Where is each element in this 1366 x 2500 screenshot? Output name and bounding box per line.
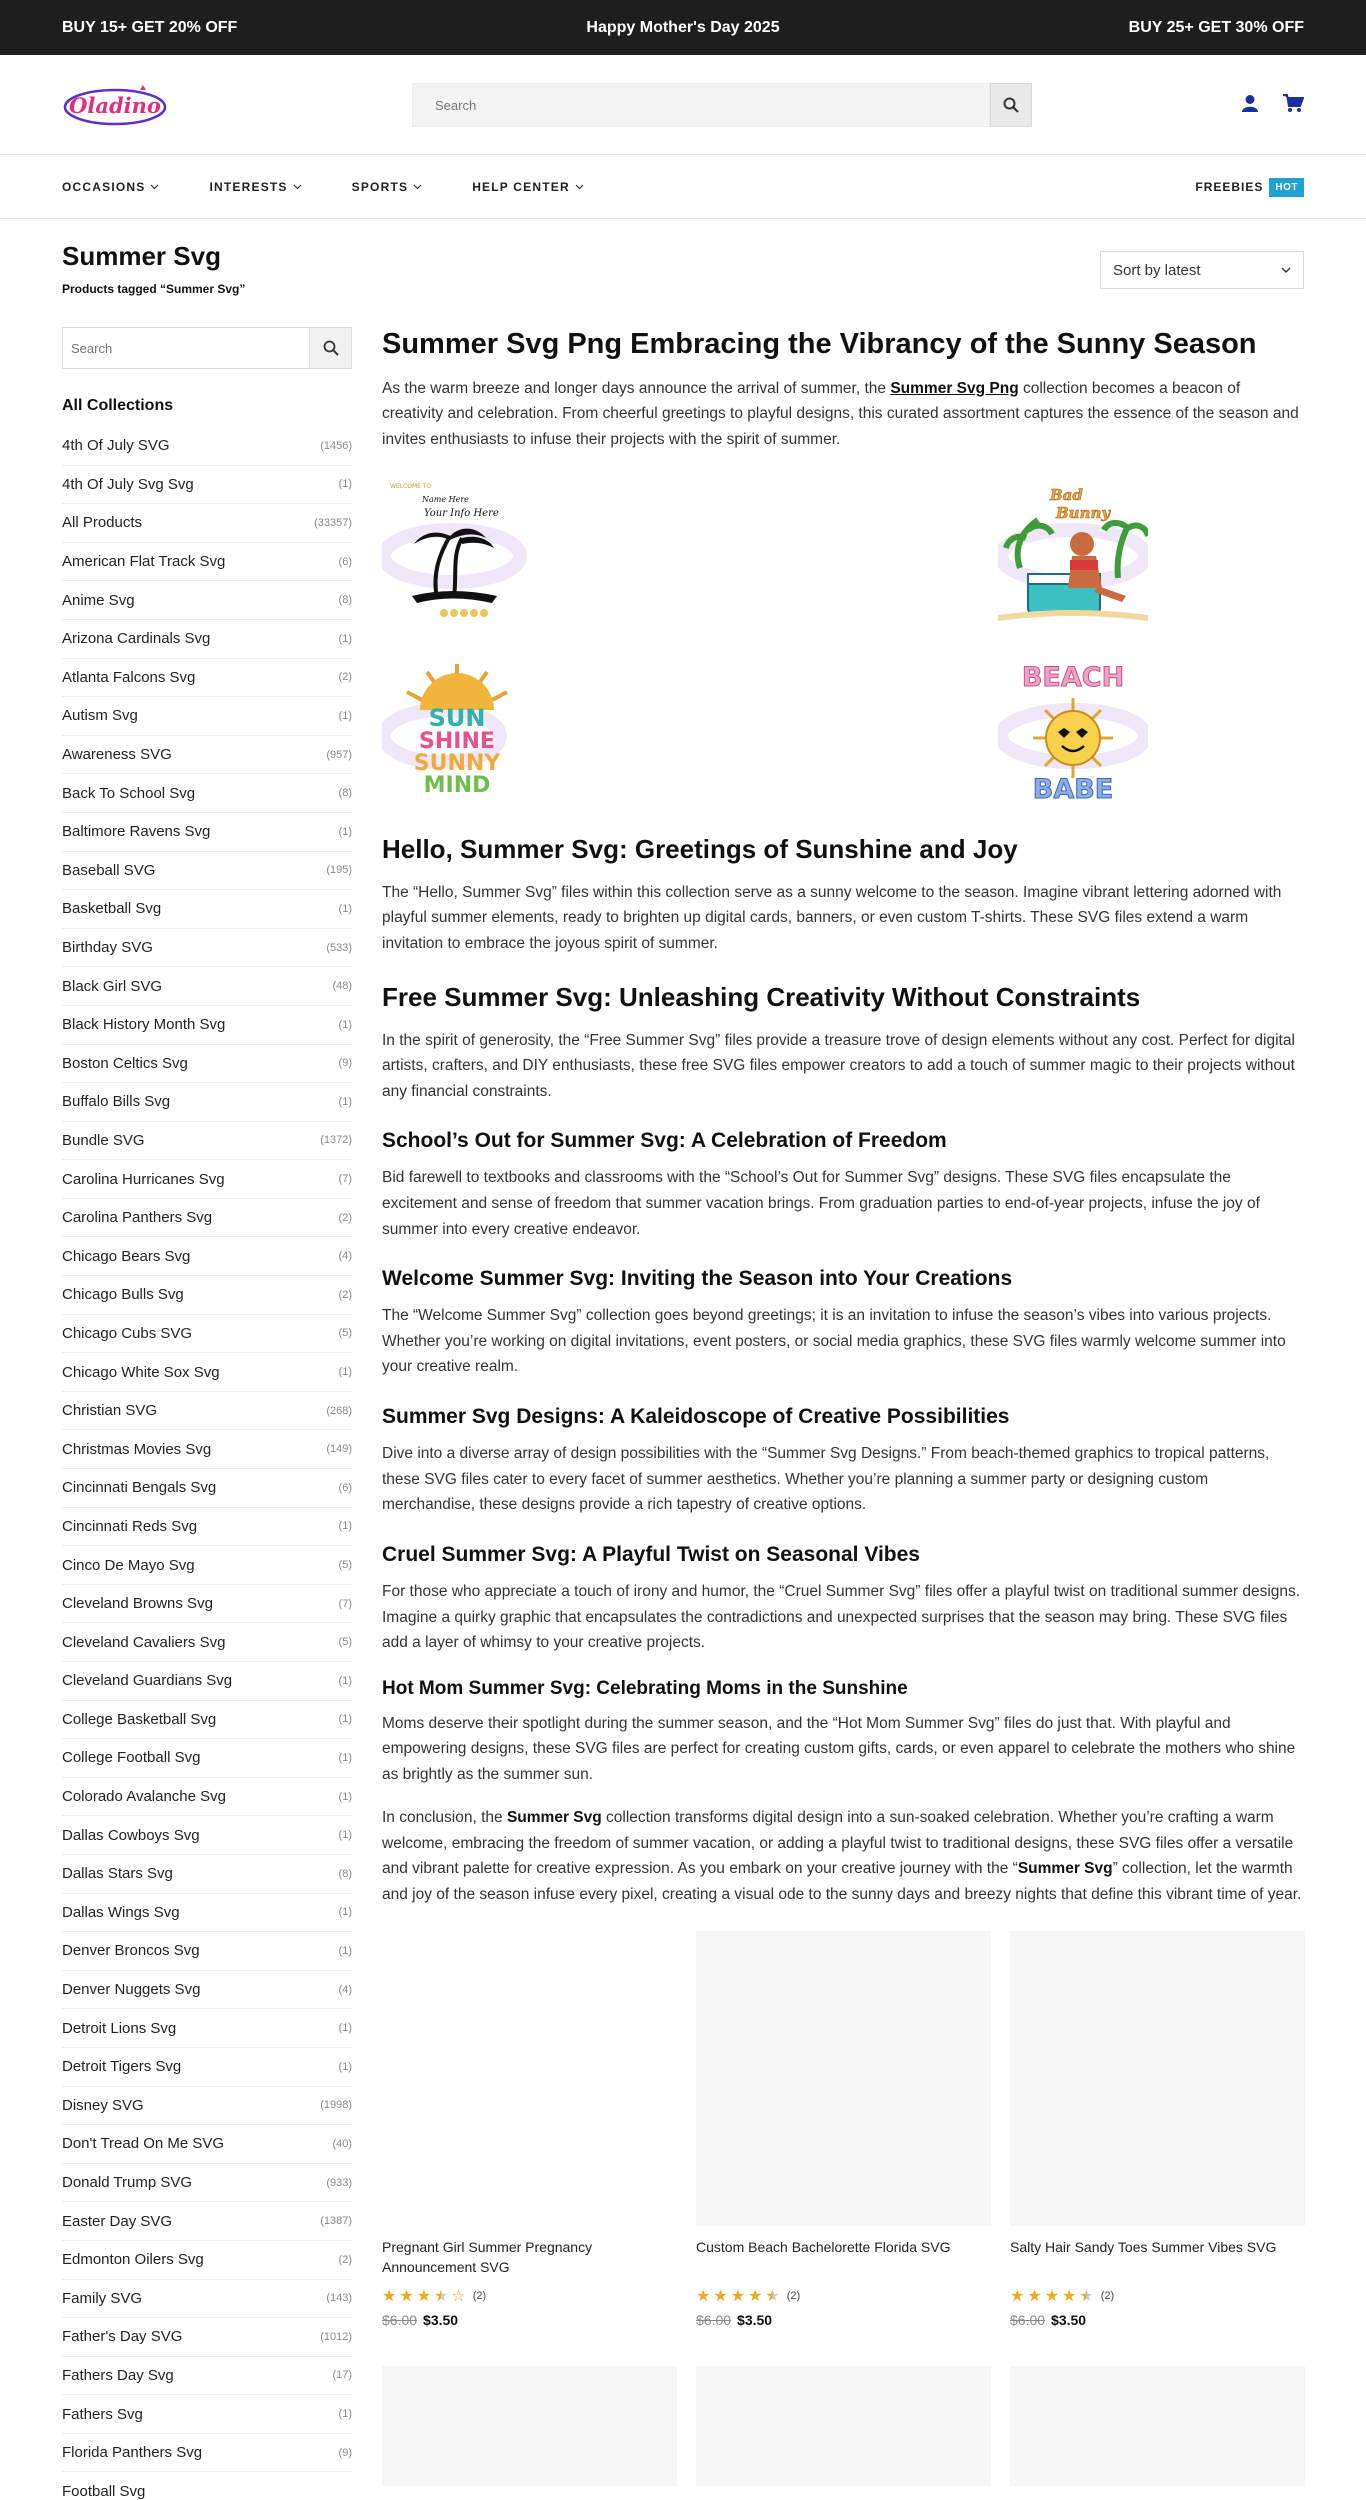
collection-name[interactable]: Black Girl SVG: [62, 977, 163, 995]
product-image[interactable]: [696, 1931, 991, 2226]
sidebar: [62, 327, 352, 2500]
product-card[interactable]: [1010, 1931, 1305, 2328]
collection-item[interactable]: [62, 1237, 352, 1276]
collection-name[interactable]: Atlanta Falcons Svg: [62, 668, 196, 686]
nav-label: OCCASIONS: [62, 179, 146, 194]
collection-item[interactable]: [62, 2357, 352, 2396]
star-icon: ★: [748, 2288, 763, 2306]
search-icon: [1003, 97, 1019, 113]
sunshine-design-image: [382, 658, 532, 808]
collection-item[interactable]: [62, 852, 352, 891]
section-welcome-text: The “Welcome Summer Svg” collection goes beyond greetings; it is an invitation to infuse the season’s vibes into various projects. Whether you’re working on digital invitations, event posters, or social media graphics, these SVG files warmly welcome summer into your creative realm.: [382, 1307, 1286, 1376]
header-search-button[interactable]: [990, 83, 1032, 127]
collection-item[interactable]: [62, 620, 352, 659]
collection-item[interactable]: [62, 967, 352, 1006]
collection-item[interactable]: [62, 1855, 352, 1894]
collection-item[interactable]: [62, 1430, 352, 1469]
collection-item[interactable]: [62, 1006, 352, 1045]
star-icon: ★: [696, 2288, 711, 2306]
collection-name[interactable]: Denver Nuggets Svg: [62, 1981, 201, 1999]
collection-name[interactable]: Anime Svg: [62, 591, 135, 609]
collection-name[interactable]: Easter Day SVG: [62, 2212, 173, 2230]
collection-count: (8): [338, 594, 352, 607]
collection-count: (33357): [314, 516, 352, 529]
collection-item[interactable]: [62, 697, 352, 736]
section-school-title: School’s Out for Summer Svg: A Celebration of Freedom: [382, 1129, 947, 1153]
freebies-label: FREEBIES: [1195, 180, 1264, 194]
collection-item[interactable]: [62, 1276, 352, 1315]
promo-left[interactable]: BUY 15+ GET 20% OFF: [62, 18, 238, 36]
collection-count: (1): [338, 1829, 352, 1842]
sale-price: $3.50: [737, 2312, 773, 2329]
nav-occasions[interactable]: [62, 180, 159, 194]
collection-name[interactable]: Dallas Wings Svg: [62, 1903, 180, 1921]
collection-item[interactable]: [62, 1894, 352, 1933]
collection-name[interactable]: Don't Tread On Me SVG: [62, 2135, 225, 2153]
product-price: [1010, 2312, 1305, 2328]
product-card[interactable]: [382, 1931, 677, 2328]
main-nav: [0, 155, 1366, 219]
svg-text:SHINE: SHINE: [419, 729, 495, 755]
collection-count: (2): [338, 1288, 352, 1301]
collection-name[interactable]: Family SVG: [62, 2289, 143, 2307]
product-grid: [382, 1931, 1304, 2328]
collection-item[interactable]: [62, 466, 352, 505]
collection-count: (5): [338, 1559, 352, 1572]
article-conclusion: [382, 1805, 1304, 1907]
collection-name[interactable]: Chicago White Sox Svg: [62, 1363, 220, 1381]
collection-count: (4): [338, 1250, 352, 1263]
intro-text: As the warm breeze and longer days announce the arrival of summer, the: [382, 379, 891, 397]
collection-name[interactable]: Awareness SVG: [62, 746, 172, 764]
collection-name[interactable]: Chicago Cubs SVG: [62, 1324, 193, 1342]
section-hotmom-title: Hot Mom Summer Svg: Celebrating Moms in the Sunshine: [382, 1677, 908, 1699]
collection-count: (957): [326, 748, 352, 761]
collection-name[interactable]: All Products: [62, 514, 143, 532]
collection-count: (9): [338, 2446, 352, 2459]
collection-count: (1012): [320, 2330, 352, 2343]
product-image-placeholder[interactable]: [382, 2366, 677, 2486]
old-price: $6.00: [1010, 2312, 1046, 2329]
review-count: (2): [1100, 2290, 1115, 2303]
collection-item[interactable]: [62, 2434, 352, 2473]
chevron-down-icon: [150, 184, 159, 190]
product-price: [696, 2312, 991, 2328]
collection-name[interactable]: Father's Day SVG: [62, 2328, 183, 2346]
collection-count: (4): [338, 1983, 352, 1996]
collection-name[interactable]: Fathers Svg: [62, 2405, 143, 2423]
star-icon: ★: [1010, 2288, 1025, 2306]
collection-count: (5): [338, 1327, 352, 1340]
collection-count: (1): [338, 1674, 352, 1687]
collection-count: (1): [338, 709, 352, 722]
collection-name[interactable]: College Football Svg: [62, 1749, 201, 1767]
collection-count: (1456): [320, 439, 352, 452]
collection-item[interactable]: [62, 2280, 352, 2319]
collection-name[interactable]: Detroit Lions Svg: [62, 2019, 177, 2037]
collection-item[interactable]: [62, 543, 352, 582]
collection-item[interactable]: [62, 736, 352, 775]
collection-count: (1): [338, 1906, 352, 1919]
star-icon: ★: [1079, 2288, 1094, 2306]
header-search: [412, 83, 1032, 127]
product-grid-next-row: [382, 2366, 1304, 2486]
product-name[interactable]: Pregnant Girl Summer Pregnancy Announcement SVG: [382, 2239, 593, 2276]
collection-name[interactable]: Arizona Cardinals Svg: [62, 630, 211, 648]
collection-item[interactable]: [62, 929, 352, 968]
collection-count: (1): [338, 2022, 352, 2035]
collection-count: (8): [338, 1867, 352, 1880]
product-rating: [1010, 2286, 1305, 2306]
collection-name[interactable]: Edmonton Oilers Svg: [62, 2251, 204, 2269]
sidebar-search-input[interactable]: [62, 327, 310, 369]
collection-item[interactable]: [62, 504, 352, 543]
collection-name[interactable]: Bundle SVG: [62, 1131, 145, 1149]
chevron-down-icon: [293, 184, 302, 190]
design-image-beach-babe[interactable]: [998, 658, 1148, 808]
collection-item[interactable]: [62, 2241, 352, 2280]
section-cruel-text: For those who appreciate a touch of irony and humor, the “Cruel Summer Svg” files offer a playful twist on traditional summer designs. Imagine a quirky graphic that encapsulates the contradictions and unexpected surprises that the season may bring. These SVG files add a layer of whimsy to your creative projects.: [382, 1583, 1301, 1652]
collection-count: (1): [338, 1713, 352, 1726]
chevron-down-icon: [1281, 267, 1291, 273]
collection-name[interactable]: Football Svg: [62, 2482, 146, 2500]
collection-item[interactable]: [62, 2125, 352, 2164]
collection-item[interactable]: [62, 2164, 352, 2203]
collection-item[interactable]: [62, 659, 352, 698]
nav-interests[interactable]: [209, 180, 301, 194]
article: [382, 327, 1304, 2500]
product-image[interactable]: [382, 1931, 677, 2226]
collection-name[interactable]: Buffalo Bills Svg: [62, 1093, 171, 1111]
collections-title: All Collections: [62, 397, 174, 414]
collection-count: (1): [338, 478, 352, 491]
site-logo[interactable]: [62, 80, 172, 130]
section-hotmom-text: Moms deserve their spotlight during the summer season, and the “Hot Mom Summer Svg” files do just that. With playful and empowering designs, these SVG files are perfect for creating custom gifts, cards, or even apparel to celebrate the mothers who shine as brightly as the summer sun.: [382, 1714, 1296, 1783]
section-designs-title: Summer Svg Designs: A Kaleidoscope of Creative Possibilities: [382, 1404, 1010, 1428]
collection-count: (1372): [320, 1134, 352, 1147]
collection-name[interactable]: Cleveland Guardians Svg: [62, 1672, 233, 1690]
collection-item[interactable]: [62, 890, 352, 929]
conclusion-text: In conclusion, the: [382, 1809, 507, 1827]
collection-count: (268): [326, 1404, 352, 1417]
product-price: [382, 2312, 677, 2328]
nav-help-center[interactable]: [472, 180, 584, 194]
svg-text:MIND: MIND: [423, 773, 491, 799]
star-icon: ☆: [451, 2288, 466, 2306]
collection-name[interactable]: 4th Of July SVG: [62, 437, 170, 455]
svg-text:Name Here: Name Here: [422, 495, 469, 505]
section-free-text: In the spirit of generosity, the “Free Summer Svg” files provide a treasure trove of design elements without any cost. Perfect for digital artists, crafters, and DIY enthusiasts, these free SVG files empower creators to add a touch of summer magic to their projects without any financial constraints.: [382, 1031, 1295, 1100]
product-card[interactable]: [696, 1931, 991, 2328]
collection-name[interactable]: Cinco De Mayo Svg: [62, 1556, 195, 1574]
star-icon: ★: [1044, 2288, 1060, 2306]
collection-item[interactable]: [62, 1160, 352, 1199]
svg-text:BABE: BABE: [1032, 774, 1114, 806]
collection-item[interactable]: [62, 1816, 352, 1855]
collection-count: (1): [338, 632, 352, 645]
collection-item[interactable]: [62, 813, 352, 852]
collection-count: (1): [338, 1751, 352, 1764]
section-cruel-title: Cruel Summer Svg: A Playful Twist on Seasonal Vibes: [382, 1542, 920, 1566]
collection-count: (1): [338, 1095, 352, 1108]
site-header: [0, 55, 1366, 155]
collection-name[interactable]: Black History Month Svg: [62, 1016, 226, 1034]
svg-text:Bunny: Bunny: [1056, 504, 1111, 523]
collection-count: (9): [338, 1057, 352, 1070]
collection-count: (40): [332, 2137, 352, 2150]
welcome-design-image: [382, 478, 532, 628]
promo-bar: [0, 0, 1366, 55]
collection-count: (6): [338, 1481, 352, 1494]
conclusion-bold: Summer Svg: [506, 1809, 602, 1827]
collection-name[interactable]: American Flat Track Svg: [62, 553, 226, 571]
collection-name[interactable]: Cincinnati Reds Svg: [62, 1517, 198, 1535]
collection-count: (149): [326, 1443, 352, 1456]
collection-name[interactable]: Christian SVG: [62, 1402, 158, 1420]
product-rating: [382, 2286, 677, 2306]
page-subtitle: Products tagged “Summer Svg”: [62, 282, 246, 296]
cart-icon[interactable]: [1282, 93, 1304, 113]
product-image-placeholder[interactable]: [696, 2366, 991, 2486]
star-icon: ★: [765, 2288, 780, 2306]
design-image-welcome[interactable]: [382, 478, 532, 628]
collection-count: (5): [338, 1636, 352, 1649]
design-image-sunshine[interactable]: [382, 658, 532, 808]
main-area: [0, 327, 1366, 2500]
collection-item[interactable]: [62, 1739, 352, 1778]
collection-name[interactable]: 4th Of July Svg Svg: [62, 475, 194, 493]
design-image-bad-bunny[interactable]: [998, 478, 1148, 628]
collection-item[interactable]: [62, 1122, 352, 1161]
product-name[interactable]: Salty Hair Sandy Toes Summer Vibes SVG: [1010, 2239, 1277, 2256]
collection-item[interactable]: [62, 427, 352, 466]
collection-count: (1387): [320, 2215, 352, 2228]
collection-name[interactable]: Baltimore Ravens Svg: [62, 823, 211, 841]
collection-count: (1): [338, 1944, 352, 1957]
collection-name[interactable]: Colorado Avalanche Svg: [62, 1788, 227, 1806]
hot-badge: HOT: [1269, 178, 1304, 197]
collection-count: (933): [326, 2176, 352, 2189]
star-icon: ★: [1027, 2288, 1042, 2306]
collection-count: (1): [338, 1790, 352, 1803]
collection-count: (48): [332, 980, 352, 993]
collection-count: (7): [338, 1597, 352, 1610]
design-gallery: [382, 478, 1304, 808]
chevron-down-icon: [413, 184, 422, 190]
collection-item[interactable]: [62, 1971, 352, 2010]
nav-label: INTERESTS: [209, 179, 288, 194]
star-icon: ★: [713, 2288, 728, 2306]
collection-count: (2): [338, 2253, 352, 2266]
collection-count: (1): [338, 1018, 352, 1031]
collection-name[interactable]: Disney SVG: [62, 2096, 144, 2114]
collection-name[interactable]: Chicago Bulls Svg: [62, 1286, 184, 1304]
sort-value: Sort by latest: [1113, 261, 1201, 279]
collection-name[interactable]: Florida Panthers Svg: [62, 2444, 203, 2462]
bad-bunny-design-image: [998, 478, 1148, 628]
collection-item[interactable]: [62, 1045, 352, 1084]
nav-sports[interactable]: [352, 180, 423, 194]
collection-count: (195): [326, 864, 352, 877]
search-icon: [323, 340, 339, 356]
collection-name[interactable]: Autism Svg: [62, 707, 138, 725]
svg-text:Your Info Here: Your Info Here: [424, 508, 499, 520]
sale-price: $3.50: [1051, 2312, 1087, 2329]
collection-item[interactable]: [62, 1932, 352, 1971]
collection-name[interactable]: Back To School Svg: [62, 784, 196, 802]
collection-item[interactable]: [62, 1623, 352, 1662]
collection-count: (2): [338, 671, 352, 684]
header-icons: [1240, 93, 1304, 113]
collection-item[interactable]: [62, 1508, 352, 1547]
star-icon: ★: [730, 2288, 746, 2306]
svg-text:WELCOME TO: WELCOME TO: [390, 483, 432, 491]
nav-label: SPORTS: [351, 179, 409, 194]
collection-count: (1): [338, 2408, 352, 2421]
collection-count: (6): [338, 555, 352, 568]
section-hello-text: The “Hello, Summer Svg” files within this collection serve as a sunny welcome to the season. Imagine vibrant lettering adorned with playful summer elements, ready to brighten up digital cards, banners, or even custom T-shirts. These SVG files extend a warm invitation to embrace the joyous spirit of summer.: [382, 883, 1282, 952]
collection-count: (1): [338, 902, 352, 915]
collection-item[interactable]: [62, 774, 352, 813]
collection-name[interactable]: Cleveland Browns Svg: [62, 1595, 213, 1613]
section-hello-title: Hello, Summer Svg: Greetings of Sunshine and Joy: [382, 834, 1018, 865]
intro-text: collection becomes a beacon of creativity and celebration. From cheerful greetings to playful designs, this curated assortment captures the essence of the season and invites enthusiasts to infuse their projects with the spirit of summer.: [382, 379, 1299, 448]
section-designs-text: Dive into a diverse array of design possibilities with the “Summer Svg Designs.” From beach-themed graphics to tropical patterns, these SVG files cater to every facet of summer aesthetics. Whether you’re planning a summer party or designing custom merchandise, these designs provide a rich tapestry of creative options.: [382, 1445, 1270, 1514]
collection-name[interactable]: Dallas Cowboys Svg: [62, 1826, 200, 1844]
old-price: $6.00: [696, 2312, 732, 2329]
star-icon: ★: [399, 2288, 414, 2306]
page-head: [0, 219, 1366, 327]
review-count: (2): [472, 2290, 487, 2303]
product-image[interactable]: [1010, 1931, 1305, 2226]
collection-name[interactable]: College Basketball Svg: [62, 1710, 217, 1728]
sidebar-search-button[interactable]: [310, 327, 352, 369]
collection-item[interactable]: [62, 1315, 352, 1354]
svg-text:SUN: SUN: [428, 704, 486, 733]
summer-svg-png-link[interactable]: Summer Svg Png: [890, 379, 1019, 397]
promo-center[interactable]: Happy Mother's Day 2025: [586, 18, 780, 36]
sidebar-search: [62, 327, 352, 369]
collection-name[interactable]: Cleveland Cavaliers Svg: [62, 1633, 226, 1651]
collection-item[interactable]: [62, 1701, 352, 1740]
collections-list: [62, 427, 352, 2500]
product-image-placeholder[interactable]: [1010, 2366, 1305, 2486]
nav-label: HELP CENTER: [472, 179, 570, 194]
chevron-down-icon: [575, 184, 584, 190]
article-intro: [382, 376, 1304, 453]
svg-text:Bad: Bad: [1050, 486, 1083, 505]
collection-name[interactable]: Denver Broncos Svg: [62, 1942, 200, 1960]
svg-text:BEACH: BEACH: [1021, 662, 1125, 694]
collection-count: (8): [338, 787, 352, 800]
collection-name[interactable]: Chicago Bears Svg: [62, 1247, 191, 1265]
collection-item[interactable]: [62, 1469, 352, 1508]
product-name[interactable]: Custom Beach Bachelorette Florida SVG: [696, 2239, 951, 2256]
collection-item[interactable]: [62, 2048, 352, 2087]
collection-item[interactable]: [62, 2202, 352, 2241]
collection-name[interactable]: Fathers Day Svg: [62, 2366, 174, 2384]
product-rating: [696, 2286, 991, 2306]
collection-item[interactable]: [62, 1392, 352, 1431]
header-search-input[interactable]: [412, 83, 990, 127]
section-free-title: Free Summer Svg: Unleashing Creativity Without Constraints: [382, 982, 1141, 1013]
collection-item[interactable]: [62, 2318, 352, 2357]
beach-babe-design-image: [998, 658, 1148, 808]
collection-item[interactable]: [62, 2395, 352, 2434]
collection-name[interactable]: Christmas Movies Svg: [62, 1440, 212, 1458]
collection-item[interactable]: [62, 2087, 352, 2126]
collection-item[interactable]: [62, 2009, 352, 2048]
user-icon[interactable]: [1240, 93, 1260, 113]
review-count: (2): [786, 2290, 801, 2303]
collection-count: (1): [338, 825, 352, 838]
collection-item[interactable]: [62, 1083, 352, 1122]
collection-count: (143): [326, 2292, 352, 2305]
collection-count: (2): [338, 1211, 352, 1224]
svg-text:SUNNY: SUNNY: [413, 751, 501, 777]
conclusion-bold: Summer Svg: [1017, 1860, 1113, 1878]
section-school-text: Bid farewell to textbooks and classrooms with the “School’s Out for Summer Svg” designs. These SVG files encapsulate the excitement and sense of freedom that summer vacation brings. From graduation parties to end-of-year projects, infuse the joy of summer into every creative endeavor.: [382, 1169, 1260, 1238]
collection-item[interactable]: [62, 1546, 352, 1585]
star-icon: ★: [416, 2288, 432, 2306]
collection-name[interactable]: Basketball Svg: [62, 900, 162, 918]
collection-item[interactable]: [62, 581, 352, 620]
collection-count: (7): [338, 1173, 352, 1186]
promo-right[interactable]: BUY 25+ GET 30% OFF: [1128, 18, 1304, 36]
collection-item[interactable]: [62, 1353, 352, 1392]
star-icon: ★: [382, 2288, 397, 2306]
logo-mark: [62, 82, 168, 128]
star-icon: ★: [1062, 2288, 1077, 2306]
collection-name[interactable]: Baseball SVG: [62, 861, 156, 879]
collection-item[interactable]: [62, 1662, 352, 1701]
collection-item[interactable]: [62, 1585, 352, 1624]
collection-count: (1): [338, 1520, 352, 1533]
collection-name[interactable]: Boston Celtics Svg: [62, 1054, 188, 1072]
collection-name[interactable]: Dallas Stars Svg: [62, 1865, 173, 1883]
collection-name[interactable]: Donald Trump SVG: [62, 2174, 193, 2192]
collection-name[interactable]: Detroit Tigers Svg: [62, 2058, 182, 2076]
collection-name[interactable]: Carolina Panthers Svg: [62, 1209, 213, 1227]
star-icon: ★: [434, 2288, 449, 2306]
conclusion-text: ” collection, let the warmth and joy of the season infuse every pixel, creating a visual ode to the sunny days and breezy nights that define this vibrant time of year.: [382, 1860, 1302, 1903]
sale-price: $3.50: [423, 2312, 459, 2329]
collection-count: (533): [326, 941, 352, 954]
conclusion-text: collection transforms digital design into a sun-soaked celebration. Whether you’re crafting a warm welcome, embracing the freedom of summer vacation, or adding a playful twist to traditional designs, these SVG files offer a versatile and vibrant palette for creative expression. As you embark on your creative journey with the “: [382, 1809, 1294, 1878]
collection-count: (1): [338, 1366, 352, 1379]
collection-item[interactable]: [62, 1778, 352, 1817]
section-welcome-title: Welcome Summer Svg: Inviting the Season into Your Creations: [382, 1267, 1013, 1291]
collection-item[interactable]: [62, 1199, 352, 1238]
old-price: $6.00: [382, 2312, 418, 2329]
collection-name[interactable]: Cincinnati Bengals Svg: [62, 1479, 217, 1497]
nav-freebies[interactable]: [1195, 155, 1304, 219]
article-title: Summer Svg Png Embracing the Vibrancy of the Sunny Season: [382, 328, 1257, 360]
collection-count: (1998): [320, 2099, 352, 2112]
collection-name[interactable]: Carolina Hurricanes Svg: [62, 1170, 225, 1188]
collection-name[interactable]: Birthday SVG: [62, 939, 153, 957]
page-title: Summer Svg: [62, 241, 221, 271]
collection-item[interactable]: [62, 2472, 352, 2500]
sort-select[interactable]: [1100, 251, 1304, 289]
collection-count: (17): [332, 2369, 352, 2382]
svg-text:Oladino: Oladino: [69, 92, 161, 118]
collection-count: (1): [338, 2060, 352, 2073]
